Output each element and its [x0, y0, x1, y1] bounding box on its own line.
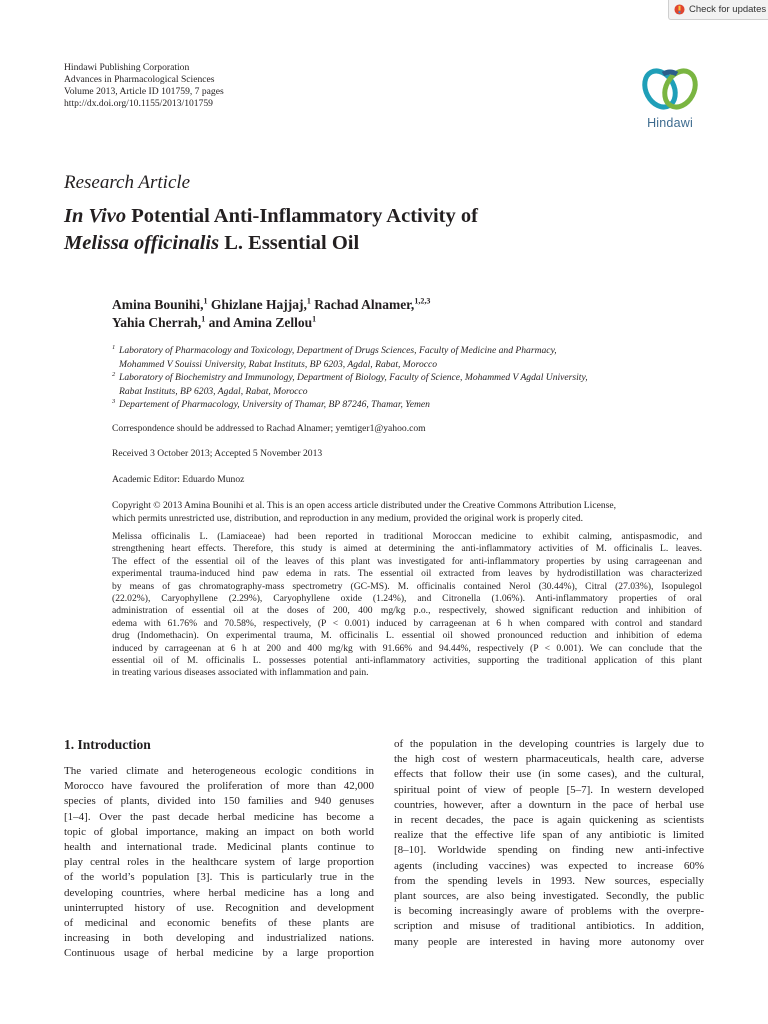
abstract — [112, 531, 702, 680]
affiliations — [112, 344, 588, 412]
title-italic-part-1: In Vivo — [64, 205, 127, 227]
body-line: of medicinal and economic benefits of these plants are — [64, 917, 374, 930]
article-type: Research Article — [64, 172, 191, 193]
body-line: scription and misuse of traditional antibiotics. In addition, — [394, 920, 704, 933]
affiliation-number: 3 — [112, 398, 116, 405]
title-part-1: Potential Anti-Inflammatory Activity of — [126, 205, 478, 227]
body-line: of the population in the developing countries is largely due to — [394, 738, 704, 750]
body-line: effects that follow their use (in some cases), and the cultural, — [394, 768, 704, 781]
abstract-line: administration of essential oil at the doses of 200, 400 mg/kg p.o., respectively, showed significant reduction and inhibition of — [112, 605, 702, 617]
affiliation-line: Departement of Pharmacology, University of Thamar, BP 87246, Thamar, Yemen — [119, 399, 430, 410]
abstract-line: induced by carrageenan at 6 h at 200 and 400 mg/kg with 91.66% and 94.44%, respectively (P < 0.001). We can conclude that the — [112, 642, 702, 654]
affiliation-line: Mohammed V Souissi University, Rabat Instituts, BP 6203, Agdal, Rabat, Morocco — [119, 358, 438, 370]
volume-info: Volume 2013, Article ID 101759, 7 pages — [64, 86, 224, 97]
crossmark-icon — [674, 4, 685, 15]
author-affiliation-ref: 1 — [201, 314, 206, 324]
copyright-line: Copyright © 2013 Amina Bounihi et al. This is an open access article distributed under the Creative Commons Attribution License, — [112, 500, 617, 511]
copyright-line: which permits unrestricted use, distribution, and reproduction in any medium, provided the original work is properly cited. — [112, 513, 584, 525]
body-line: topic of global importance, making an impact on both world — [64, 825, 374, 838]
check-for-updates-button[interactable] — [668, 0, 768, 20]
hindawi-logo — [630, 62, 710, 142]
abstract-line: in treating various diseases associated with inflammation and pain. — [112, 667, 369, 679]
body-line: is becoming increasingly aware of problems with the overpre- — [394, 905, 704, 918]
affiliation-line: Laboratory of Biochemistry and Immunology, Department of Biology, Faculty of Science, Mohammed V Agdal University, — [119, 372, 588, 383]
received-dates: Received 3 October 2013; Accepted 5 November 2013 — [112, 448, 323, 459]
body-line: agents (including vaccines) was expected to increase 60% — [394, 859, 704, 872]
abstract-line: experimental trauma-induced hind paw edema in rats. The essential oil extracted from leaves by hydrodistillation was characterized — [112, 568, 702, 580]
affiliation-item — [112, 371, 588, 398]
body-column-left — [64, 764, 374, 962]
academic-editor: Academic Editor: Eduardo Munoz — [112, 474, 245, 485]
author-list — [112, 296, 430, 332]
affiliation-line: Laboratory of Pharmacology and Toxicology, Department of Drugs Sciences, Faculty of Medicine and Pharmacy, — [119, 345, 557, 356]
doi-link[interactable]: http://dx.doi.org/10.1155/2013/101759 — [64, 98, 213, 109]
abstract-line: drug (Indomethacin). On experimental trauma, M. officinalis L. essential oil showed pronounced reduction and inhibition of edema — [112, 630, 702, 642]
abstract-line: strengthening heart effects. Therefore, this study is aimed at determining the anti-inflammatory activities of M. officinalis L. leaves. — [112, 543, 702, 555]
body-line: play central roles in the healthcare system of large proportion — [64, 856, 374, 869]
body-line: Morocco have favoured the proliferation of more than 42,000 — [64, 780, 374, 793]
publisher-name: Hindawi Publishing Corporation — [64, 62, 190, 73]
body-line: [8–10]. Worldwide spending on finding new anti-infective — [394, 844, 704, 857]
section-heading-introduction: 1. Introduction — [64, 737, 151, 752]
body-line: from the spending levels in 1993. New sources, especially — [394, 874, 704, 887]
body-line: spiritual point of view of people [5–7]. In western developed — [394, 783, 704, 796]
author-affiliation-ref: 1 — [312, 314, 317, 324]
abstract-line: edema with 61.76% and 70.58%, respectively, (P < 0.001) induced by carrageenan at 6 h when compared with control and standard — [112, 617, 702, 629]
copyright-notice — [112, 499, 702, 525]
body-line: [1–4]. Over the past decade herbal medicine has become a — [64, 810, 374, 823]
body-line: countries, however, after a downturn in the pace of herbal use — [394, 798, 704, 811]
author-name[interactable]: Rachad Alnamer, — [310, 297, 415, 312]
abstract-line: essential oil of M. officinalis L. possesses potential anti-inflammatory activities, supporting the traditional application of this plant — [112, 655, 702, 667]
author-affiliation-ref: 1 — [203, 296, 208, 306]
affiliation-item — [112, 344, 588, 371]
title-italic-part-2: Melissa officinalis — [64, 232, 220, 254]
body-line: The varied climate and heterogeneous ecologic conditions in — [64, 765, 374, 777]
affiliation-number: 2 — [112, 371, 116, 378]
body-line: in recent decades, the pace is again quickening as scientists — [394, 814, 704, 827]
abstract-line: by means of gas chromatography-mass spectrometry (GC-MS). M. officinalis contained Nerol (30.44%), Citral (27.03%), Isopulegol — [112, 580, 702, 592]
author-name[interactable]: and Amina Zellou — [205, 315, 313, 330]
author-affiliation-ref: 1,2,3 — [414, 296, 431, 306]
affiliation-line: Rabat Instituts, BP 6203, Agdal, Rabat, Morocco — [119, 385, 308, 397]
journal-header — [64, 62, 224, 110]
body-line: realize that the effective life span of any antibiotic is limited — [394, 829, 704, 842]
check-for-updates-label: Check for updates — [689, 4, 767, 15]
author-name[interactable]: Ghizlane Hajjaj, — [207, 297, 307, 312]
body-column-right — [394, 737, 704, 950]
body-line: plant sources, are also being investigated. Secondly, the public — [394, 890, 704, 903]
author-name[interactable]: Amina Bounihi, — [112, 297, 204, 312]
correspondence: Correspondence should be addressed to Rachad Alnamer; yemtiger1@yahoo.com — [112, 423, 426, 434]
body-line: uninterrupted history of use. Recognition and development — [64, 901, 374, 914]
body-line: health and international trade. Medicinal plants continue to — [64, 841, 374, 854]
hindawi-logo-text: Hindawi — [647, 116, 693, 130]
body-line: increasing in both developing and industrialized nations. — [64, 932, 374, 945]
author-name[interactable]: Yahia Cherrah, — [112, 315, 202, 330]
abstract-line: The effect of the essential oil of the leaves of this plant was investigated for anti-inflammatory properties by using carrageenan and — [112, 555, 702, 567]
affiliation-item — [112, 398, 588, 412]
body-line: the high cost of western pharmaceuticals, health care, adverse — [394, 753, 704, 766]
abstract-line: (22.02%), Caryophyllene (2.29%), Caryophyllene oxide (1.24%), and Citronella (1.06%). Anti-inflammatory properties of oral — [112, 593, 702, 605]
abstract-line: Melissa officinalis L. (Lamiaceae) had been reported in traditional Moroccan medicine to exhibit calming, antispasmodic, and — [112, 531, 702, 542]
journal-name: Advances in Pharmacological Sciences — [64, 74, 215, 85]
body-line: Continuous usage of herbal medicine by a large proportion — [64, 947, 374, 960]
article-title — [64, 203, 478, 257]
body-line: species of plants, divided into 150 families and 940 genuses — [64, 795, 374, 808]
author-affiliation-ref: 1 — [306, 296, 311, 306]
body-line: developing countries, where herbal medicine has a long and — [64, 886, 374, 899]
body-line: of the world’s population [3]. This is particularly true in the — [64, 871, 374, 884]
affiliation-number: 1 — [112, 344, 116, 351]
title-part-2: L. Essential Oil — [219, 232, 360, 254]
body-line: many people are interested in having more autonomy over — [394, 935, 704, 948]
